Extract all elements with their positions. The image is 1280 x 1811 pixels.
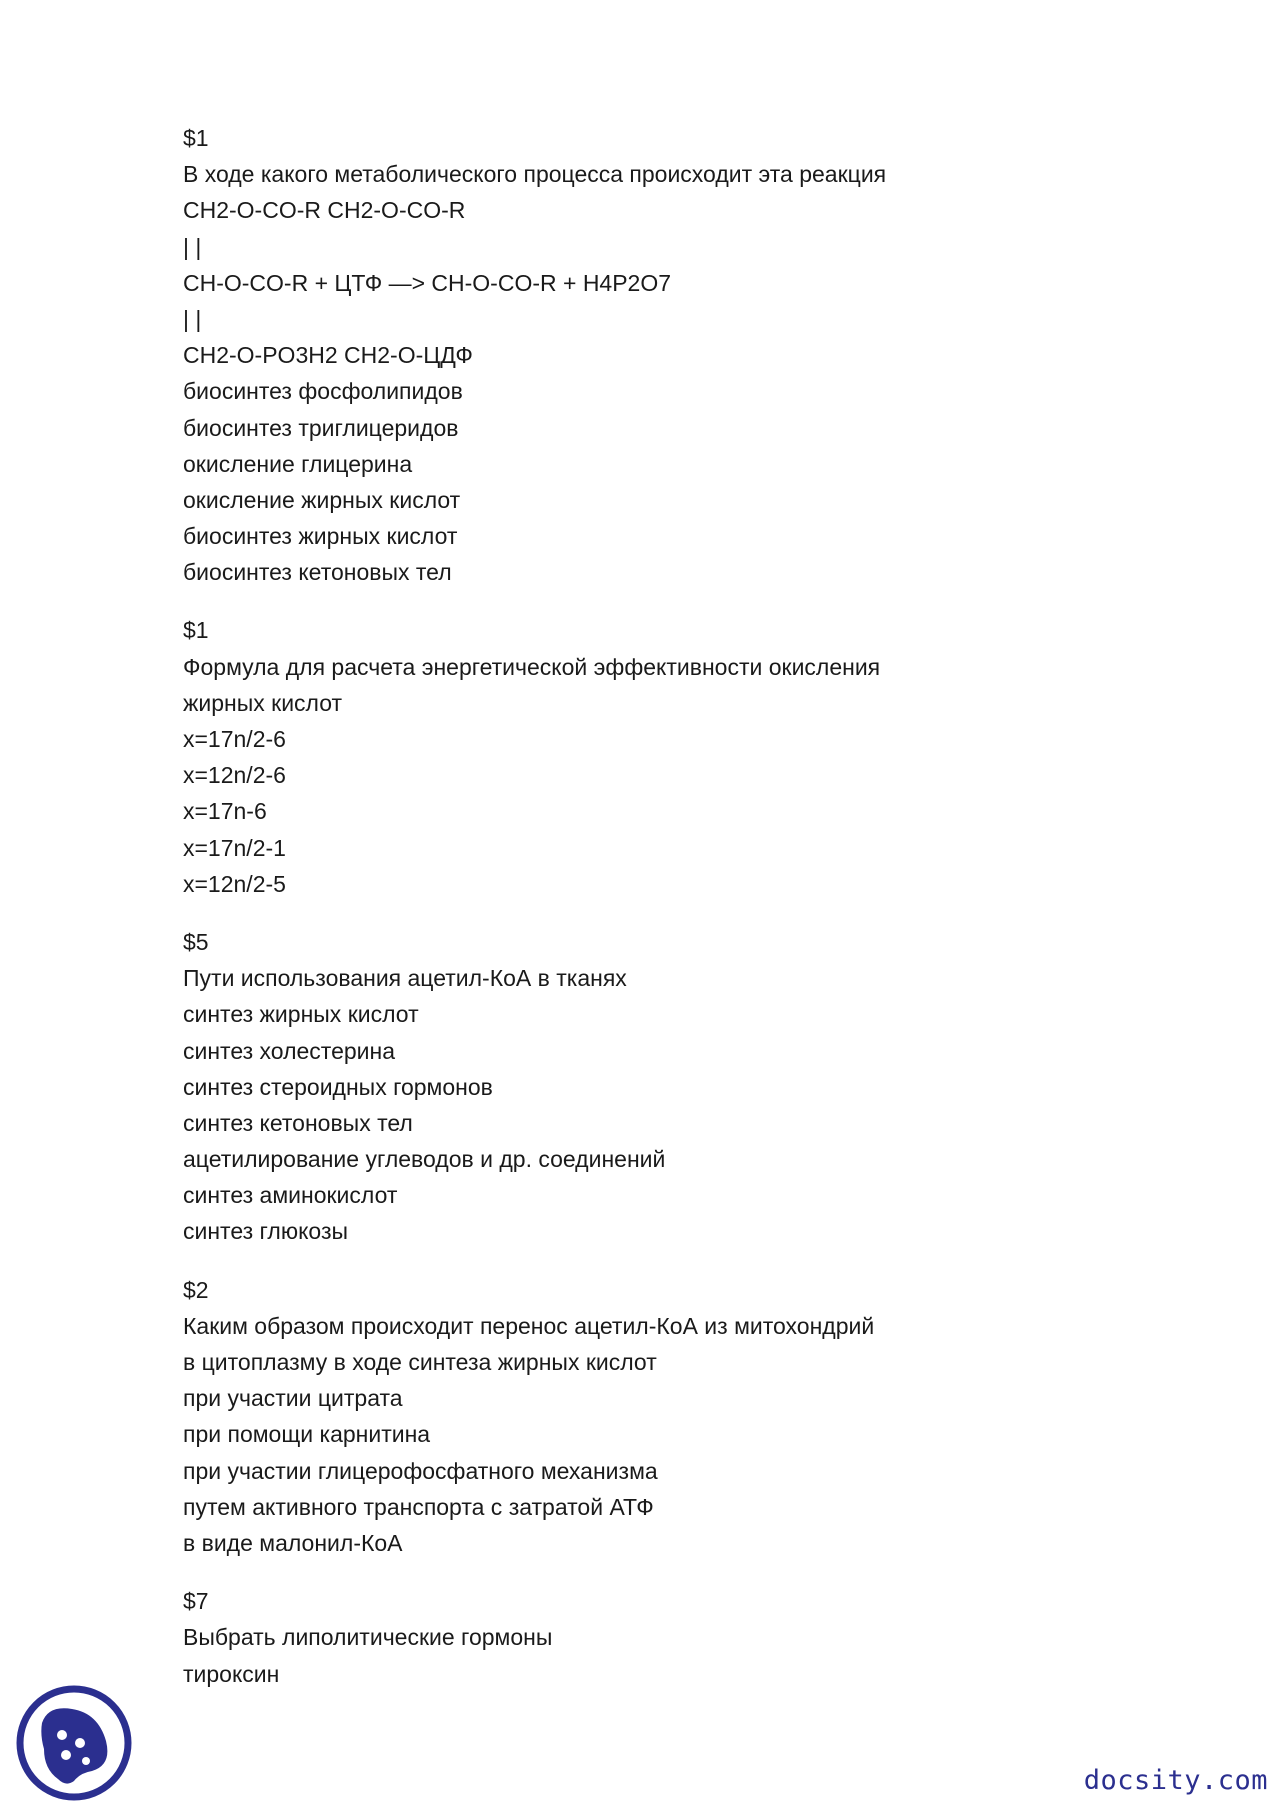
formula-line: | | (183, 233, 202, 260)
question-block (183, 120, 1183, 590)
question-text: Выбрать липолитические гормоны (183, 1624, 553, 1651)
question-text: Формула для расчета энергетической эффективности окисления (183, 653, 881, 680)
answer-option: синтез стероидных гормонов (183, 1073, 493, 1100)
question-text: Каким образом происходит перенос ацетил-КоА из митохондрий (183, 1312, 875, 1339)
answer-option: окисление глицерина (183, 450, 413, 477)
question-text: в цитоплазму в ходе синтеза жирных кислот (183, 1349, 657, 1375)
answer-option: биосинтез жирных кислот (183, 523, 458, 550)
answer-option: тироксин (183, 1660, 280, 1687)
answer-option: при помощи карнитина (183, 1421, 431, 1448)
answer-option: x=17n-6 (183, 798, 267, 825)
answer-option: синтез глюкозы (183, 1218, 349, 1245)
answer-option: при участии глицерофосфатного механизма (183, 1457, 658, 1484)
answer-option: в виде малонил-КоА (183, 1529, 403, 1556)
answer-option: путем активного транспорта с затратой АТФ (183, 1493, 654, 1520)
formula-line: | | (183, 305, 202, 332)
answer-option: x=17n/2-1 (183, 834, 286, 861)
answer-option: x=12n/2-5 (183, 870, 286, 897)
answer-option: биосинтез триглицеридов (183, 414, 459, 441)
docsity-logo-graphic (14, 1683, 134, 1803)
brand-link[interactable]: docsity.com (1083, 1765, 1268, 1796)
question-block (183, 612, 1183, 902)
question-block (183, 1583, 1183, 1692)
question-code: $1 (183, 617, 209, 644)
answer-option: x=12n/2-6 (183, 762, 286, 789)
question-code: $7 (183, 1588, 209, 1615)
answer-option: биосинтез кетоновых тел (183, 559, 452, 586)
question-block (183, 1272, 1183, 1562)
answer-option: синтез жирных кислот (183, 1001, 419, 1028)
formula-line: CH2-O-PO3H2 CH2-O-ЦДФ (183, 342, 473, 369)
question-text: В ходе какого метаболического процесса происходит эта реакция (183, 161, 887, 188)
formula-line: CH2-O-CO-R CH2-O-CO-R (183, 197, 466, 224)
answer-option: биосинтез фосфолипидов (183, 378, 463, 405)
answer-option: ацетилирование углеводов и др. соединений (183, 1146, 666, 1173)
question-code: $1 (183, 125, 209, 151)
answer-option: при участии цитрата (183, 1385, 403, 1412)
question-code: $2 (183, 1276, 209, 1303)
document-page (183, 120, 1183, 1714)
question-code: $5 (183, 928, 209, 955)
docsity-logo-icon[interactable] (14, 1683, 134, 1803)
answer-option: синтез кетоновых тел (183, 1109, 413, 1136)
question-block (183, 924, 1183, 1250)
formula-line: CH-O-CO-R + ЦТФ —> CH-O-CO-R + H4P2O7 (183, 269, 672, 296)
answer-option: окисление жирных кислот (183, 486, 461, 513)
answer-option: синтез аминокислот (183, 1182, 398, 1209)
question-text: Пути использования ацетил-КоА в тканях (183, 965, 627, 992)
answer-option: синтез холестерина (183, 1037, 395, 1064)
question-text: жирных кислот (183, 689, 343, 716)
answer-option: x=17n/2-6 (183, 726, 286, 752)
